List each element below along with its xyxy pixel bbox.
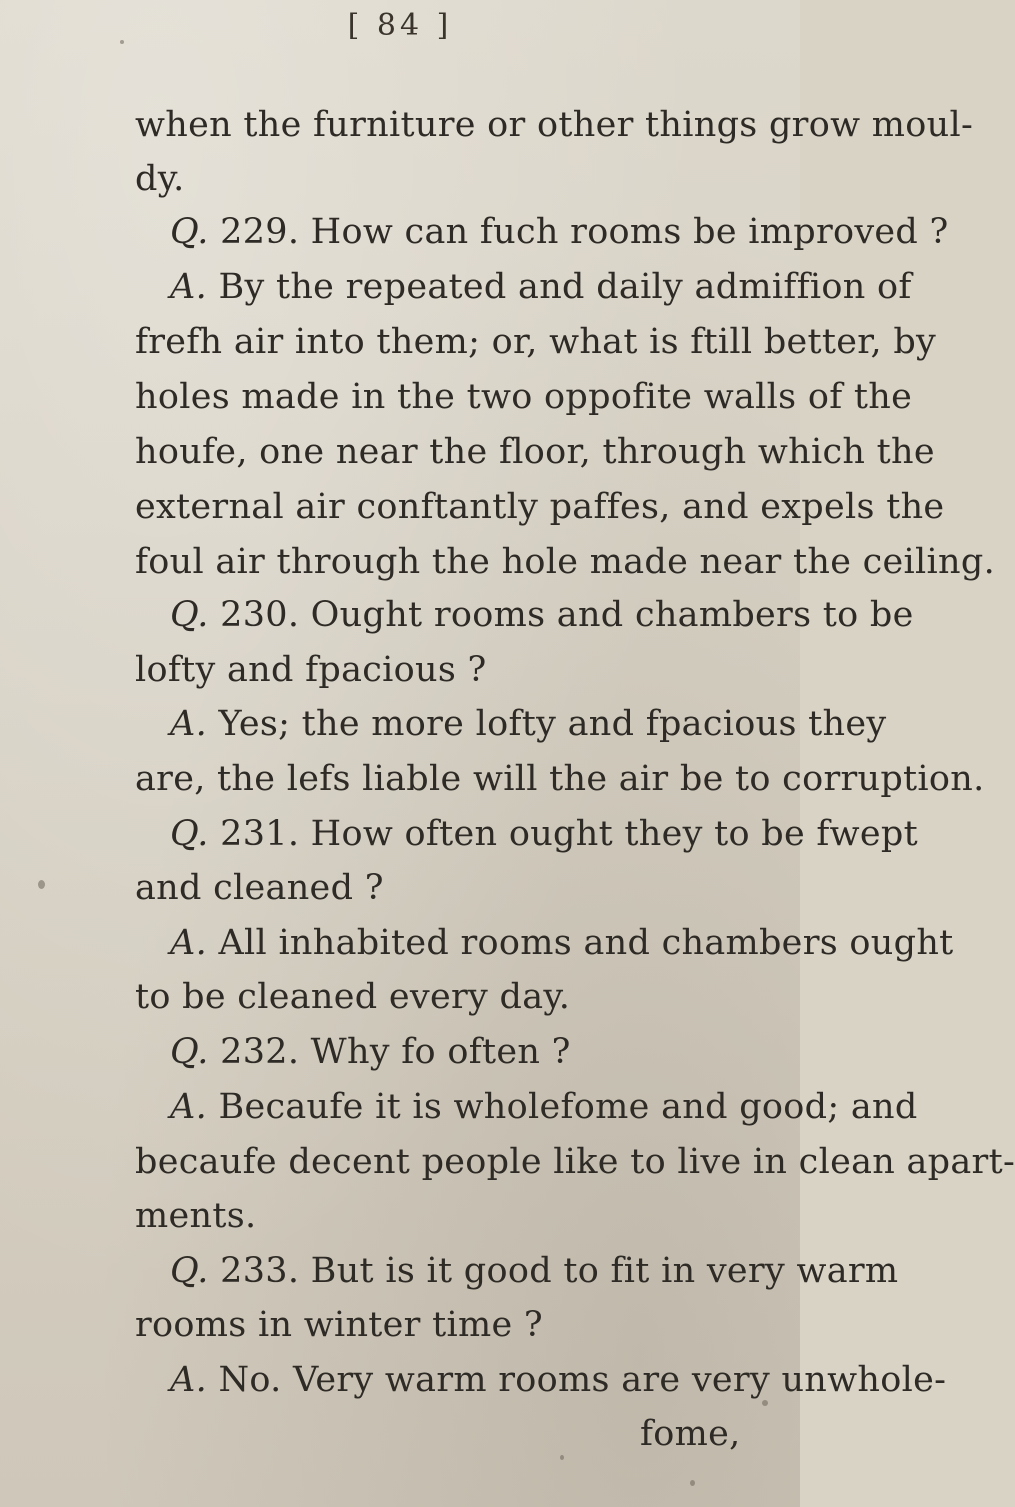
paper-speck [762, 1400, 768, 1406]
text-line: dy. [135, 159, 185, 199]
question-text: 229. How can fuch rooms be improved ? [220, 212, 949, 252]
question-label: Q. [170, 814, 209, 854]
text-line: ments. [135, 1196, 257, 1236]
paper-speck [690, 1480, 695, 1486]
text-line: houfe, one near the floor, through which the [135, 432, 935, 472]
answer-label: A. [170, 704, 208, 744]
page-number: [ 84 ] [347, 8, 453, 43]
question-line [170, 210, 949, 254]
question-text: 231. How often ought they to be fwept [220, 814, 918, 854]
paper-speck [38, 880, 45, 889]
answer-line [170, 921, 954, 965]
text-line: frefh air into them; or, what is ftill better, by [135, 322, 937, 362]
text-line: are, the lefs liable will the air be to corruption. [135, 759, 985, 799]
text-line: and cleaned ? [135, 868, 384, 908]
text-line: holes made in the two oppofite walls of the [135, 377, 913, 417]
answer-line [170, 1085, 918, 1129]
text-line: when the furniture or other things grow moul- [135, 105, 974, 145]
question-text: 232. Why fo often ? [220, 1032, 571, 1072]
question-label: Q. [170, 1032, 209, 1072]
answer-text: By the repeated and daily admiffion of [218, 267, 912, 307]
answer-text: Yes; the more lofty and fpacious they [218, 704, 887, 744]
answer-line [170, 265, 912, 309]
answer-line [170, 702, 886, 746]
question-text: 233. But is it good to fit in very warm [220, 1251, 899, 1291]
text-line: external air conftantly paffes, and expels the [135, 487, 945, 527]
text-line: becaufe decent people like to live in clean apart- [135, 1142, 1015, 1182]
text-line: lofty and fpacious ? [135, 650, 487, 690]
answer-text: All inhabited rooms and chambers ought [218, 923, 954, 963]
catchword: fome, [640, 1414, 741, 1454]
text-line: to be cleaned every day. [135, 977, 571, 1017]
answer-label: A. [170, 267, 208, 307]
question-label: Q. [170, 212, 209, 252]
answer-label: A. [170, 923, 208, 963]
question-line [170, 1249, 898, 1293]
question-line [170, 812, 918, 856]
question-label: Q. [170, 595, 209, 635]
question-text: 230. Ought rooms and chambers to be [220, 595, 914, 635]
question-label: Q. [170, 1251, 209, 1291]
answer-line [170, 1358, 946, 1402]
text-line: rooms in winter time ? [135, 1305, 543, 1345]
question-line [170, 1030, 571, 1074]
answer-label: A. [170, 1087, 208, 1127]
question-line [170, 593, 914, 637]
answer-text: Becaufe it is wholefome and good; and [218, 1087, 918, 1127]
paper-speck [120, 40, 124, 44]
text-line: foul air through the hole made near the ceiling. [135, 542, 996, 582]
paper-speck [560, 1455, 564, 1460]
answer-label: A. [170, 1360, 208, 1400]
answer-text: No. Very warm rooms are very unwhole- [218, 1360, 947, 1400]
